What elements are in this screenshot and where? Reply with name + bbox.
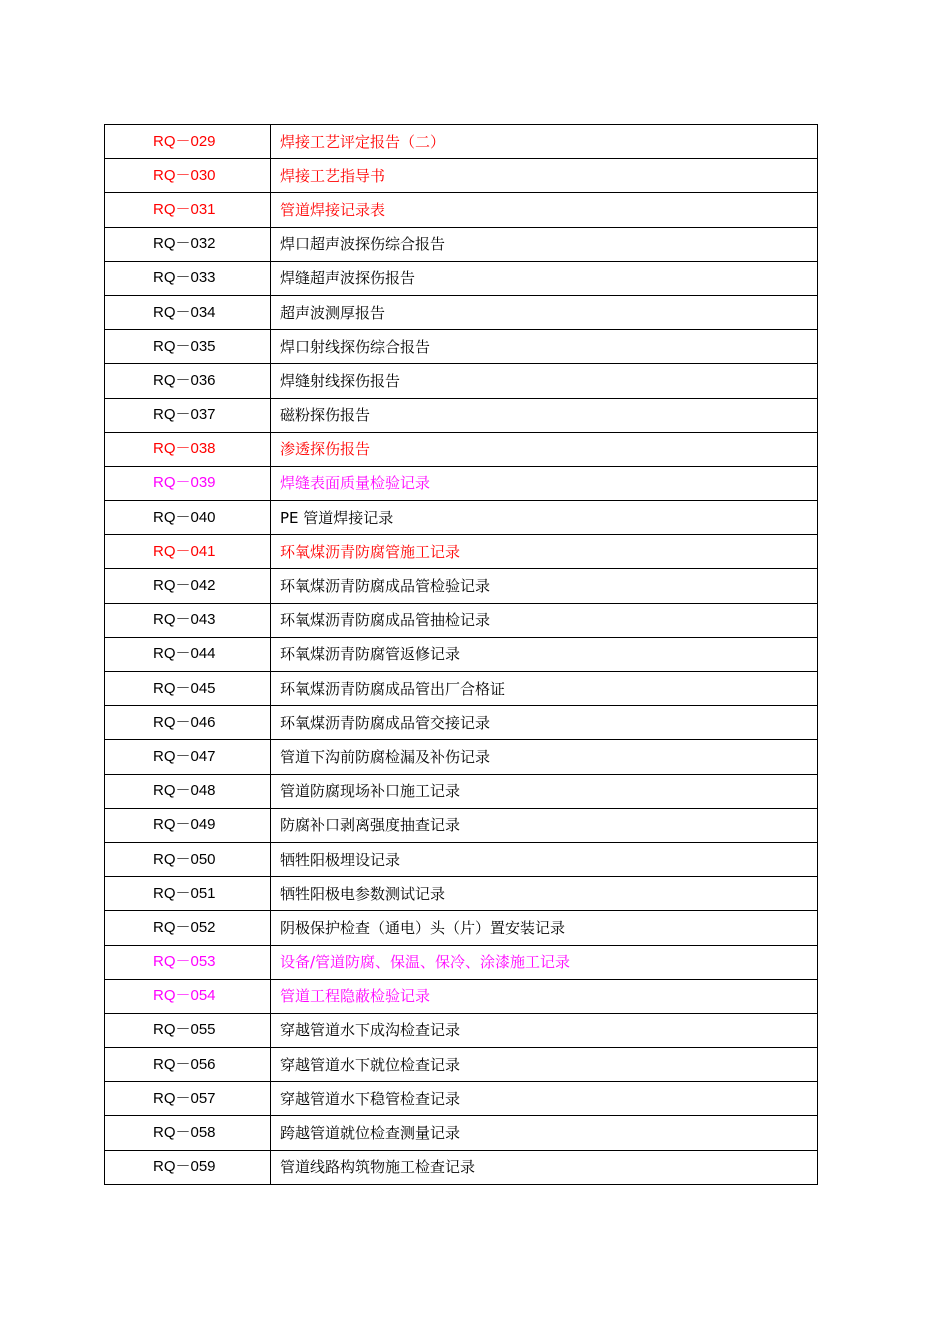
record-title-cell: 焊缝射线探伤报告	[271, 364, 818, 398]
table-row	[105, 877, 818, 911]
record-code-cell: RQ－038	[105, 432, 271, 466]
record-code-cell: RQ－051	[105, 877, 271, 911]
table-row	[105, 432, 818, 466]
record-title-cell: 环氧煤沥青防腐成品管出厂合格证	[271, 672, 818, 706]
table-row	[105, 774, 818, 808]
record-title-cell: 管道防腐现场补口施工记录	[271, 774, 818, 808]
table-row	[105, 364, 818, 398]
table-row	[105, 1116, 818, 1150]
table-row	[105, 125, 818, 159]
table-row	[105, 569, 818, 603]
record-title-cell: 设备/管道防腐、保温、保冷、涂漆施工记录	[271, 945, 818, 979]
table-row	[105, 227, 818, 261]
record-title-cell: 管道下沟前防腐检漏及补伤记录	[271, 740, 818, 774]
table-row	[105, 501, 818, 535]
record-code-cell: RQ－034	[105, 295, 271, 329]
record-title-cell: 焊缝表面质量检验记录	[271, 466, 818, 500]
record-title-cell: 管道线路构筑物施工检查记录	[271, 1150, 818, 1184]
table-row	[105, 261, 818, 295]
record-title-cell: 焊接工艺指导书	[271, 159, 818, 193]
record-title-cell: 环氧煤沥青防腐成品管交接记录	[271, 706, 818, 740]
record-code-cell: RQ－036	[105, 364, 271, 398]
table-row	[105, 637, 818, 671]
table-row	[105, 159, 818, 193]
record-title-cell: 管道焊接记录表	[271, 193, 818, 227]
record-title-cell: 穿越管道水下成沟检查记录	[271, 1013, 818, 1047]
record-code-cell: RQ－032	[105, 227, 271, 261]
record-code-cell: RQ－057	[105, 1082, 271, 1116]
record-code-cell: RQ－050	[105, 842, 271, 876]
table-row	[105, 1013, 818, 1047]
record-code-cell: RQ－030	[105, 159, 271, 193]
record-code-cell: RQ－054	[105, 979, 271, 1013]
record-code-cell: RQ－037	[105, 398, 271, 432]
record-code-cell: RQ－029	[105, 125, 271, 159]
record-title-cell: 环氧煤沥青防腐成品管抽检记录	[271, 603, 818, 637]
table-row	[105, 979, 818, 1013]
record-title-cell: 渗透探伤报告	[271, 432, 818, 466]
record-title-cell: 焊接工艺评定报告（二）	[271, 125, 818, 159]
record-title-cell: 磁粉探伤报告	[271, 398, 818, 432]
table-row	[105, 1150, 818, 1184]
record-code-cell: RQ－031	[105, 193, 271, 227]
record-code-cell: RQ－056	[105, 1048, 271, 1082]
table-row	[105, 193, 818, 227]
record-code-cell: RQ－052	[105, 911, 271, 945]
record-code-cell: RQ－045	[105, 672, 271, 706]
record-code-cell: RQ－042	[105, 569, 271, 603]
record-code-cell: RQ－033	[105, 261, 271, 295]
record-title-cell: 穿越管道水下就位检查记录	[271, 1048, 818, 1082]
record-code-cell: RQ－053	[105, 945, 271, 979]
table-row	[105, 911, 818, 945]
table-row	[105, 1082, 818, 1116]
table-row	[105, 398, 818, 432]
record-title-cell: 超声波测厚报告	[271, 295, 818, 329]
record-code-cell: RQ－047	[105, 740, 271, 774]
record-code-cell: RQ－048	[105, 774, 271, 808]
record-title-cell: 环氧煤沥青防腐成品管检验记录	[271, 569, 818, 603]
table-row	[105, 945, 818, 979]
record-title-cell: 穿越管道水下稳管检查记录	[271, 1082, 818, 1116]
record-title-cell: 牺牲阳极埋设记录	[271, 842, 818, 876]
record-code-cell: RQ－059	[105, 1150, 271, 1184]
table-row	[105, 295, 818, 329]
table-row	[105, 535, 818, 569]
record-code-cell: RQ－046	[105, 706, 271, 740]
record-code-cell: RQ－040	[105, 501, 271, 535]
table-row	[105, 740, 818, 774]
record-title-cell: 焊缝超声波探伤报告	[271, 261, 818, 295]
record-list-table	[104, 124, 818, 1185]
record-code-cell: RQ－039	[105, 466, 271, 500]
record-list-body	[105, 125, 818, 1185]
record-title-cell: 阴极保护检查（通电）头（片）置安装记录	[271, 911, 818, 945]
record-code-cell: RQ－043	[105, 603, 271, 637]
record-code-cell: RQ－049	[105, 808, 271, 842]
record-code-cell: RQ－044	[105, 637, 271, 671]
record-title-cell: PE 管道焊接记录	[271, 501, 818, 535]
table-row	[105, 603, 818, 637]
record-title-cell: 环氧煤沥青防腐管返修记录	[271, 637, 818, 671]
table-row	[105, 706, 818, 740]
record-code-cell: RQ－058	[105, 1116, 271, 1150]
table-row	[105, 330, 818, 364]
record-title-cell: 防腐补口剥离强度抽查记录	[271, 808, 818, 842]
table-row	[105, 672, 818, 706]
record-code-cell: RQ－041	[105, 535, 271, 569]
table-row	[105, 808, 818, 842]
record-title-cell: 焊口射线探伤综合报告	[271, 330, 818, 364]
record-title-cell: 环氧煤沥青防腐管施工记录	[271, 535, 818, 569]
table-row	[105, 842, 818, 876]
record-code-cell: RQ－055	[105, 1013, 271, 1047]
record-title-cell: 牺牲阳极电参数测试记录	[271, 877, 818, 911]
record-code-cell: RQ－035	[105, 330, 271, 364]
table-row	[105, 1048, 818, 1082]
table-row	[105, 466, 818, 500]
record-title-cell: 管道工程隐蔽检验记录	[271, 979, 818, 1013]
record-title-cell: 焊口超声波探伤综合报告	[271, 227, 818, 261]
record-title-cell: 跨越管道就位检查测量记录	[271, 1116, 818, 1150]
